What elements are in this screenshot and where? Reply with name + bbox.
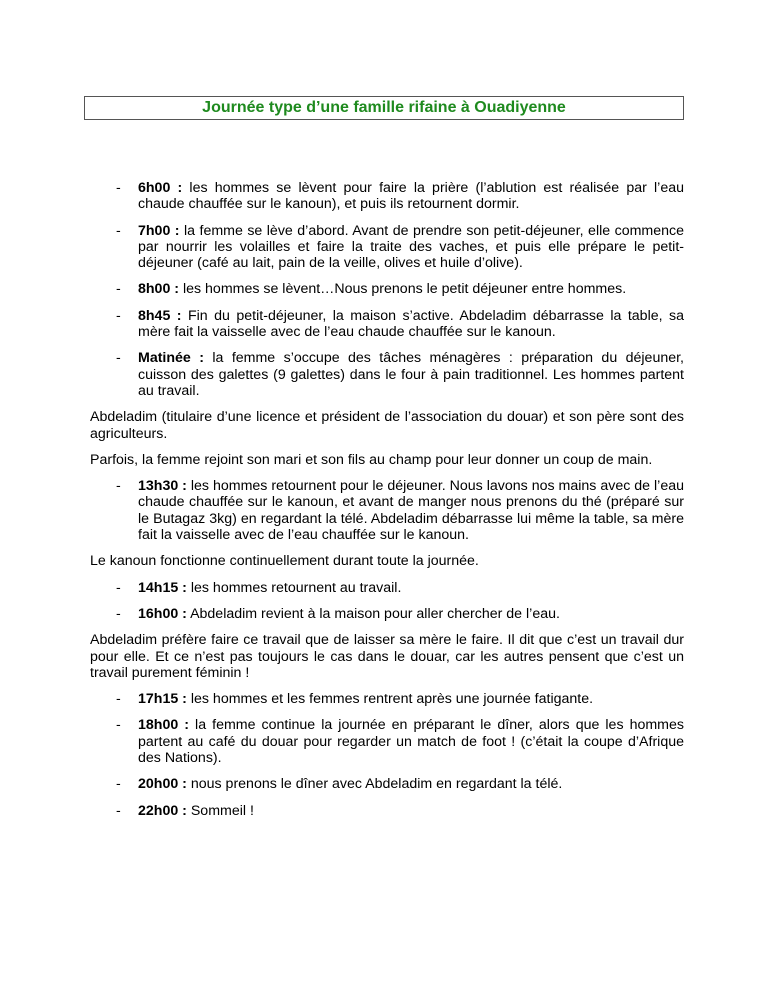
schedule-text: les hommes se lèvent…Nous prenons le petit déjeuner entre hommes. [179, 281, 627, 298]
body-paragraph: Abdeladim préfère faire ce travail que de laisser sa mère le faire. Il dit que c’est un travail dur pour elle. Et ce n’est pas toujours le cas dans le douar, car les autres pensent que c’est un travail purement féminin ! [90, 632, 684, 681]
list-dash: - [116, 307, 121, 324]
list-dash: - [116, 776, 121, 793]
body-paragraph: Le kanoun fonctionne continuellement durant toute la journée. [90, 553, 479, 570]
schedule-text: la femme continue la journée en préparant le dîner, alors que les hommes partent au café du douar pour regarder un match de foot ! (c’était la coupe d’Afrique des Nations). [138, 717, 684, 767]
schedule-item [90, 691, 684, 707]
schedule-time: 20h00 : [138, 776, 187, 793]
schedule-item [90, 803, 684, 819]
list-dash: - [116, 281, 121, 298]
schedule-time: 16h00 : [138, 605, 187, 622]
schedule-text: la femme se lève d’abord. Avant de prendre son petit-déjeuner, elle commence par nourrir les volailles et faire la traite des vaches, et puis elle prépare le petit-déjeuner (café au lait, pain de la veille, olives et huile d’olive). [138, 222, 684, 272]
list-dash: - [116, 717, 121, 734]
schedule-item [90, 350, 684, 399]
schedule-item [90, 180, 684, 213]
schedule-text: Abdeladim revient à la maison pour aller chercher de l’eau. [186, 605, 560, 622]
list-dash: - [116, 478, 121, 495]
schedule-time: 14h15 : [138, 579, 187, 596]
body-paragraph: Parfois, la femme rejoint son mari et son fils au champ pour leur donner un coup de main. [90, 451, 653, 468]
schedule-item [90, 478, 684, 543]
schedule-text: les hommes et les femmes rentrent après une journée fatigante. [186, 691, 594, 708]
schedule-text: Fin du petit-déjeuner, la maison s’active. Abdeladim débarrasse la table, sa mère fait la vaisselle avec de l’eau chaude chauffée sur le kanoun. [138, 307, 684, 341]
title-box [84, 96, 684, 120]
list-dash: - [116, 691, 121, 708]
schedule-item [90, 281, 684, 297]
schedule-item [90, 580, 684, 596]
schedule-item [90, 776, 684, 792]
schedule-time: 6h00 : [138, 180, 183, 196]
schedule-text: les hommes retournent pour le déjeuner. Nous lavons nos mains avec de l’eau chaude chauffée sur le kanoun, et avant de manger nous prenons du thé (préparé sur le Butagaz 3kg) en regardant la télé. Abdeladim débarrasse lui même la table, sa mère fait la vaisselle avec de l’eau chauffée sur le kanoun. [138, 478, 684, 544]
schedule-item [90, 308, 684, 341]
list-dash: - [116, 350, 121, 367]
list-dash: - [116, 180, 121, 196]
schedule-time: 18h00 : [138, 717, 189, 734]
list-dash: - [116, 605, 121, 622]
schedule-text: les hommes retournent au travail. [186, 579, 402, 596]
list-dash: - [116, 222, 121, 239]
schedule-item [90, 717, 684, 766]
schedule-text: nous prenons le dîner avec Abdeladim en regardant la télé. [186, 776, 563, 793]
schedule-time: 13h30 : [138, 478, 187, 495]
schedule-text: Sommeil ! [186, 802, 254, 819]
schedule-text: les hommes se lèvent pour faire la prière (l’ablution est réalisée par l’eau chaude chauffée sur le kanoun), et puis ils retournent dormir. [138, 180, 685, 213]
schedule-time: Matinée : [138, 350, 204, 367]
schedule-item [90, 606, 684, 622]
list-dash: - [116, 579, 121, 596]
schedule-time: 8h45 : [138, 307, 182, 324]
schedule-text: la femme s’occupe des tâches ménagères : préparation du déjeuner, cuisson des galettes (9 galettes) dans le four à pain traditionnel. Les hommes partent au travail. [138, 350, 684, 399]
page-title: Journée type d’une famille rifaine à Ouadiyenne [202, 99, 566, 116]
schedule-time: 8h00 : [138, 281, 180, 298]
schedule-time: 7h00 : [138, 222, 180, 239]
list-dash: - [116, 802, 121, 819]
schedule-time: 22h00 : [138, 802, 187, 819]
body-paragraph: Abdeladim (titulaire d’une licence et président de l’association du douar) et son père sont des agriculteurs. [90, 409, 684, 442]
schedule-item [90, 223, 684, 272]
schedule-time: 17h15 : [138, 691, 187, 708]
document-body [90, 180, 684, 829]
